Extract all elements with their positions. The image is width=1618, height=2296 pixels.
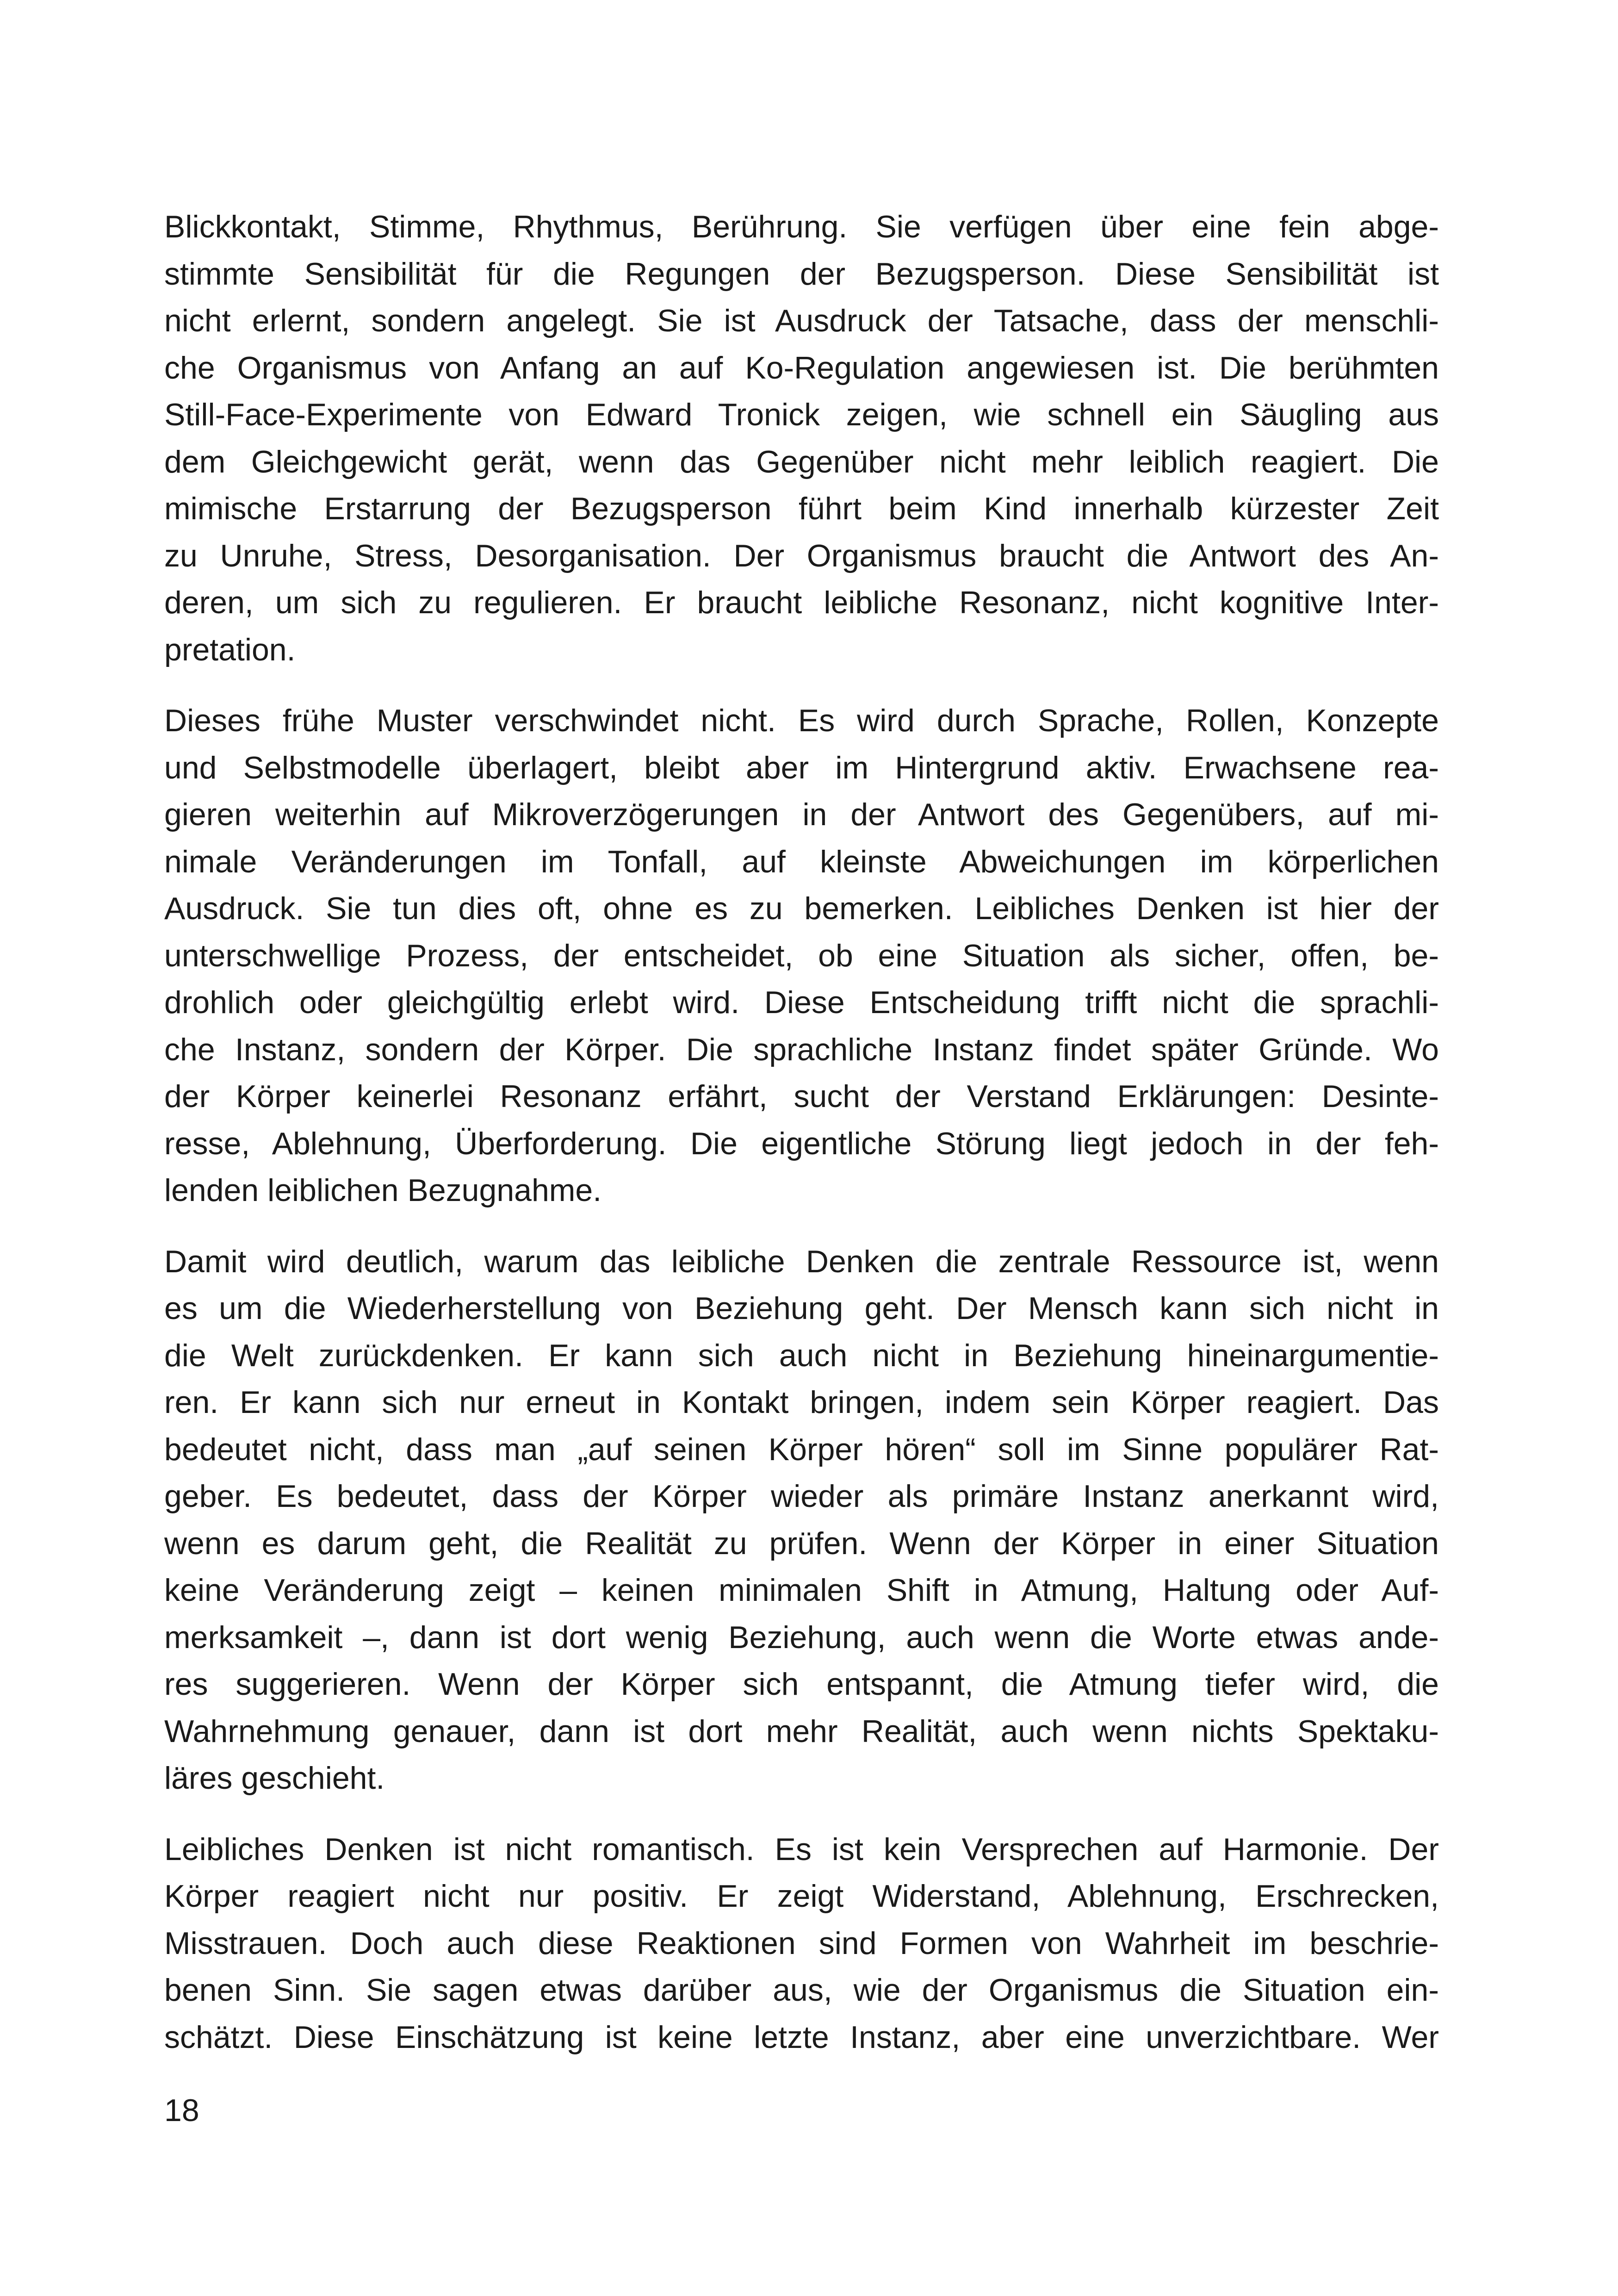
text-line: resse, Ablehnung, Überforderung. Die eigentliche Störung liegt jedoch in der feh-	[164, 1126, 1439, 1161]
text-line: Ausdruck. Sie tun dies oft, ohne es zu bemerken. Leibliches Denken ist hier der	[164, 891, 1439, 926]
text-line: wenn es darum geht, die Realität zu prüfen. Wenn der Körper in einer Situation	[164, 1525, 1439, 1561]
text-line: Körper reagiert nicht nur positiv. Er zeigt Widerstand, Ablehnung, Erschrecken,	[164, 1879, 1439, 1914]
text-line: benen Sinn. Sie sagen etwas darüber aus, wie der Organismus die Situation ein-	[164, 1972, 1439, 2008]
paragraph-3	[164, 1238, 1439, 1802]
text-line: Misstrauen. Doch auch diese Reaktionen sind Formen von Wahrheit im beschrie-	[164, 1925, 1439, 1961]
text-line: che Instanz, sondern der Körper. Die sprachliche Instanz findet später Gründe. Wo	[164, 1032, 1439, 1067]
text-line: dem Gleichgewicht gerät, wenn das Gegenüber nicht mehr leiblich reagiert. Die	[164, 444, 1439, 479]
text-line: Dieses frühe Muster verschwindet nicht. Es wird durch Sprache, Rollen, Konzepte	[164, 703, 1439, 738]
text-line: che Organismus von Anfang an auf Ko-Regulation angewiesen ist. Die berühmten	[164, 350, 1439, 386]
text-line: es um die Wiederherstellung von Beziehung geht. Der Mensch kann sich nicht in	[164, 1291, 1439, 1326]
text-line: ren. Er kann sich nur erneut in Kontakt bringen, indem sein Körper reagiert. Das	[164, 1385, 1439, 1420]
text-line: der Körper keinerlei Resonanz erfährt, sucht der Verstand Erklärungen: Desinte-	[164, 1079, 1439, 1114]
text-line: deren, um sich zu regulieren. Er braucht leibliche Resonanz, nicht kognitive Inter-	[164, 585, 1439, 620]
text-line: bedeutet nicht, dass man „auf seinen Körper hören“ soll im Sinne populärer Rat-	[164, 1431, 1439, 1467]
text-line: mimische Erstarrung der Bezugsperson führt beim Kind innerhalb kürzester Zeit	[164, 491, 1439, 526]
text-line: die Welt zurückdenken. Er kann sich auch nicht in Beziehung hineinargumentie-	[164, 1338, 1439, 1373]
text-line: pretation.	[164, 632, 296, 667]
text-line: nimale Veränderungen im Tonfall, auf kleinste Abweichungen im körperlichen	[164, 844, 1439, 879]
paragraph-1	[164, 204, 1439, 673]
text-line: keine Veränderung zeigt – keinen minimalen Shift in Atmung, Haltung oder Auf-	[164, 1573, 1439, 1608]
text-line: drohlich oder gleichgültig erlebt wird. Diese Entscheidung trifft nicht die sprachli-	[164, 985, 1439, 1020]
text-line: lenden leiblichen Bezugnahme.	[164, 1173, 602, 1208]
paragraph-4	[164, 1826, 1439, 2061]
page-number: 18	[164, 2093, 199, 2128]
body-text	[164, 204, 1439, 2085]
text-line: und Selbstmodelle überlagert, bleibt aber im Hintergrund aktiv. Erwachsene rea-	[164, 750, 1439, 785]
text-line: Still-Face-Experimente von Edward Tronick zeigen, wie schnell ein Säugling aus	[164, 397, 1439, 432]
text-line: stimmte Sensibilität für die Regungen der Bezugsperson. Diese Sensibilität ist	[164, 256, 1439, 292]
text-line: Wahrnehmung genauer, dann ist dort mehr Realität, auch wenn nichts Spektaku-	[164, 1713, 1439, 1749]
paragraph-2	[164, 697, 1439, 1214]
text-line: Blickkontakt, Stimme, Rhythmus, Berührung. Sie verfügen über eine fein abge-	[164, 209, 1439, 244]
text-line: gieren weiterhin auf Mikroverzögerungen in der Antwort des Gegenübers, auf mi-	[164, 797, 1439, 832]
text-line: zu Unruhe, Stress, Desorganisation. Der Organismus braucht die Antwort des An-	[164, 538, 1439, 573]
text-line: geber. Es bedeutet, dass der Körper wieder als primäre Instanz anerkannt wird,	[164, 1479, 1439, 1514]
text-line: schätzt. Diese Einschätzung ist keine letzte Instanz, aber eine unverzichtbare. Wer	[164, 2019, 1439, 2055]
text-line: Leibliches Denken ist nicht romantisch. Es ist kein Versprechen auf Harmonie. Der	[164, 1831, 1439, 1867]
text-line: merksamkeit –, dann ist dort wenig Beziehung, auch wenn die Worte etwas ande-	[164, 1619, 1439, 1655]
text-line: unterschwellige Prozess, der entscheidet, ob eine Situation als sicher, offen, be-	[164, 938, 1439, 973]
text-line: res suggerieren. Wenn der Körper sich entspannt, die Atmung tiefer wird, die	[164, 1667, 1439, 1702]
text-line: läres geschieht.	[164, 1761, 385, 1796]
text-line: nicht erlernt, sondern angelegt. Sie ist Ausdruck der Tatsache, dass der menschli-	[164, 303, 1439, 338]
text-line: Damit wird deutlich, warum das leibliche Denken die zentrale Ressource ist, wenn	[164, 1244, 1439, 1279]
